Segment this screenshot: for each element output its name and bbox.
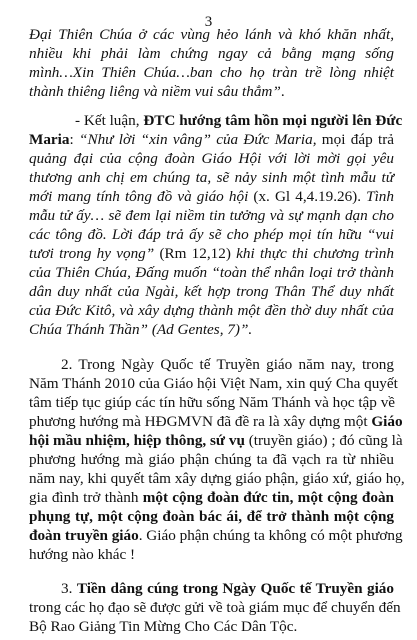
text-run: quảng đại của cộng đoàn Giáo Hội với lời mời gọi yêu xyxy=(29,150,394,167)
text-line xyxy=(29,206,394,225)
text-line xyxy=(29,617,394,636)
text-run: Bộ Rao Giảng Tin Mừng Cho Các Dân Tộc. xyxy=(29,618,298,635)
text-run: Giáo xyxy=(371,413,403,430)
text-run: (x. Gl 4,4.19.26). xyxy=(248,188,367,205)
text-line xyxy=(29,244,394,263)
text-run: nhiều khi phải làm chứng ngay cả bằng mạng sống xyxy=(29,45,394,62)
text-run: 3. xyxy=(61,580,77,597)
text-run: hội mầu nhiệm, hiệp thông, sứ vụ xyxy=(29,432,245,449)
text-run: . Giáo phận chúng ta không có một phương xyxy=(138,527,403,544)
text-line xyxy=(29,168,394,187)
text-run: phụng tự, một cộng đoàn bác ái, để trở thành một cộng xyxy=(29,508,394,525)
text-run: : xyxy=(69,131,80,148)
text-line xyxy=(29,320,394,339)
text-run: Đại Thiên Chúa ở các vùng hẻo lánh và khó khăn nhất, xyxy=(29,26,394,43)
text-line xyxy=(29,526,403,545)
text-run: năm nay, khi quyết tâm xây dựng giáo phận, giáo xứ, giáo họ, xyxy=(29,470,405,487)
text-run: hướng nào khác ! xyxy=(29,546,136,563)
text-run: mẫu tử ấy… sẽ đem lại niềm tin tưởng và sự mạnh dạn cho xyxy=(29,207,394,224)
text-run: mới mang tính tông đồ và giáo hội xyxy=(29,188,249,205)
text-line xyxy=(29,393,394,412)
text-run: của Đức Kitô, và xây dựng thành một đền thờ duy nhất của xyxy=(29,302,394,319)
text-run: Tiền dâng cúng trong Ngày Quốc tế Truyền giáo xyxy=(76,580,394,597)
text-run: phương hướng mà HĐGMVN đã đề ra là xây dựng một xyxy=(29,413,372,430)
text-run: 2. Trong Ngày Quốc tế Truyền giáo năm nay, trong xyxy=(61,356,394,373)
text-line xyxy=(29,412,403,431)
text-run: . xyxy=(280,83,285,100)
text-run: Maria xyxy=(29,131,70,148)
text-run: Năm Thánh 2010 của Giáo hội Việt Nam, xin quý Cha quyết xyxy=(29,375,398,392)
text-run: của Thiên Chúa, Đấng muốn “toàn thể nhân loại trở thành xyxy=(29,264,394,281)
text-run: trong các họ đạo sẽ được gửi về toà giám mục để chuyển đến xyxy=(29,599,401,616)
text-run: ĐTC hướng tâm hồn mọi người lên Đức xyxy=(143,112,403,129)
text-run: phương hướng mà giáo phận chúng ta đã vạch ra từ nhiều xyxy=(29,451,394,468)
text-run: (truyền giáo) ; đó cũng là xyxy=(244,432,403,449)
text-run: dân duy nhất của Ngài, kết hợp trong Thân Thể duy nhất xyxy=(29,283,394,300)
text-line xyxy=(29,450,394,469)
text-line xyxy=(29,263,394,282)
text-line xyxy=(29,63,394,82)
text-run: thành thiêng liêng và niềm vui sâu thẳm” xyxy=(29,83,281,100)
text-line xyxy=(61,355,394,374)
text-run: thương anh chị em chúng ta, sẽ nảy sinh một tình mẫu tử xyxy=(29,169,394,186)
text-run: các tông đồ. Lời đáp trả ấy sẽ cho phép mọi tín hữu “vui xyxy=(29,226,394,243)
text-run: Tình xyxy=(366,188,394,205)
text-line xyxy=(29,431,403,450)
text-line xyxy=(29,282,394,301)
text-run: mọi đáp trả xyxy=(316,131,394,148)
text-run: (Ad Gentes, 7)”. xyxy=(148,321,253,338)
text-run: một cộng đoàn đức tin, một cộng đoàn xyxy=(142,489,394,506)
page-number: 3 xyxy=(204,14,213,30)
text-line xyxy=(29,82,394,101)
text-run: tâm tiếp tục giúp các tín hữu sống Năm Thánh và học tập về xyxy=(29,394,396,411)
text-line xyxy=(29,598,401,617)
text-run: gia đình trở thành xyxy=(29,489,143,506)
text-run: khi thực thi chương trình xyxy=(236,245,394,262)
text-line xyxy=(29,44,394,63)
text-line xyxy=(29,25,394,44)
text-line xyxy=(29,130,394,149)
text-line xyxy=(29,469,405,488)
text-line xyxy=(29,187,394,206)
text-line xyxy=(29,488,394,507)
text-line xyxy=(29,507,394,526)
text-line xyxy=(29,545,394,564)
text-run: “Như lời “xin vâng” của Đức Maria, xyxy=(79,131,317,148)
text-run: mình…Xin Thiên Chúa…ban cho họ tràn trề lòng nhiệt xyxy=(29,64,394,81)
text-run: Chúa Thánh Thần” xyxy=(29,321,149,338)
text-line xyxy=(75,111,403,130)
text-line xyxy=(29,374,398,393)
text-run: tươi trong hy vọng” xyxy=(29,245,155,262)
text-run: (Rm 12,12) xyxy=(154,245,237,262)
text-line xyxy=(29,149,394,168)
text-line xyxy=(29,301,394,320)
text-line xyxy=(61,579,394,598)
text-run: đoàn truyền giáo xyxy=(29,527,139,544)
text-line xyxy=(29,225,394,244)
text-run: - Kết luận, xyxy=(75,112,144,129)
